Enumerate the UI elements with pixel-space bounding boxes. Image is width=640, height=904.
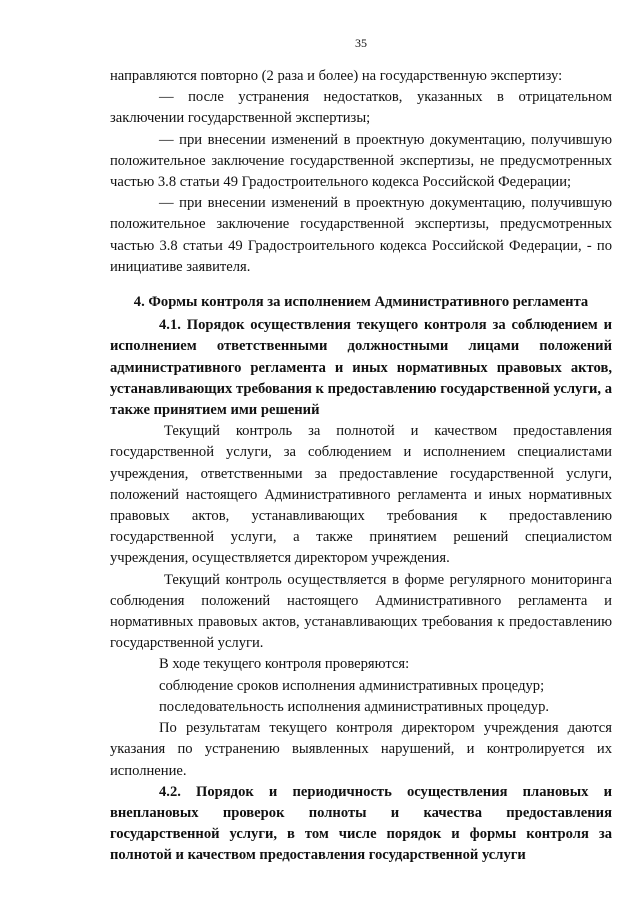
paragraph: В ходе текущего контроля проверяются: <box>159 656 410 673</box>
list-item: — при внесении изменений в проектную документацию, получившую положительное заключение государственной экспертизы, не предусмотренных частью 3.8 статьи 49 Градостроительного кодекса Российской Федерации; <box>110 131 612 191</box>
list-item: — после устранения недостатков, указанных в отрицательном заключении государственной экспертизы; <box>110 89 612 127</box>
document-page <box>110 36 612 867</box>
page-number: 35 <box>355 36 367 50</box>
list-item: последовательность исполнения административных процедур. <box>159 698 550 715</box>
paragraph: Текущий контроль осуществляется в форме регулярного мониторинга соблюдения положений настоящего Административного регламента и нормативных правовых актов, устанавливающих требования к предоставлению государственной услуги. <box>110 571 612 652</box>
paragraph: Текущий контроль за полнотой и качеством предоставления государственной услуги, за соблюдением и исполнением специалистами учреждения, ответственными за предоставление государственной услуги, положений настоящего Административного регламента и иных нормативных правовых актов, устанавливающих требования к предоставлению государственной услуги, а также принятием решений специалистом учреждения, осуществляется директором учреждения. <box>110 423 612 567</box>
list-item: соблюдение сроков исполнения административных процедур; <box>159 677 545 694</box>
list-item: — при внесении изменений в проектную документацию, получившую положительное заключение государственной экспертизы, предусмотренных частью 3.8 статьи 49 Градостроительного кодекса Российской Федерации, - по инициативе заявителя. <box>110 195 612 275</box>
paragraph: По результатам текущего контроля директором учреждения даются указания по устранению выявленных нарушений, и контролируется их исполнение. <box>110 720 612 779</box>
subsection-heading: 4.1. Порядок осуществления текущего контроля за соблюдением и исполнением ответственными должностными лицами положений административного регламента и иных нормативных правовых актов, устанавливающих требования к предоставлению государственной услуги, а также принятием ими решений <box>110 317 612 419</box>
section-title: 4. Формы контроля за исполнением Административного регламента <box>133 294 589 311</box>
paragraph: направляются повторно (2 раза и более) на государственную экспертизу: <box>110 68 563 84</box>
subsection-heading: 4.2. Порядок и периодичность осуществления плановых и внеплановых проверок полноты и качества предоставления государственной услуги, в том числе порядок и формы контроля за полнотой и качеством предоставления государственной услуги <box>110 783 612 864</box>
